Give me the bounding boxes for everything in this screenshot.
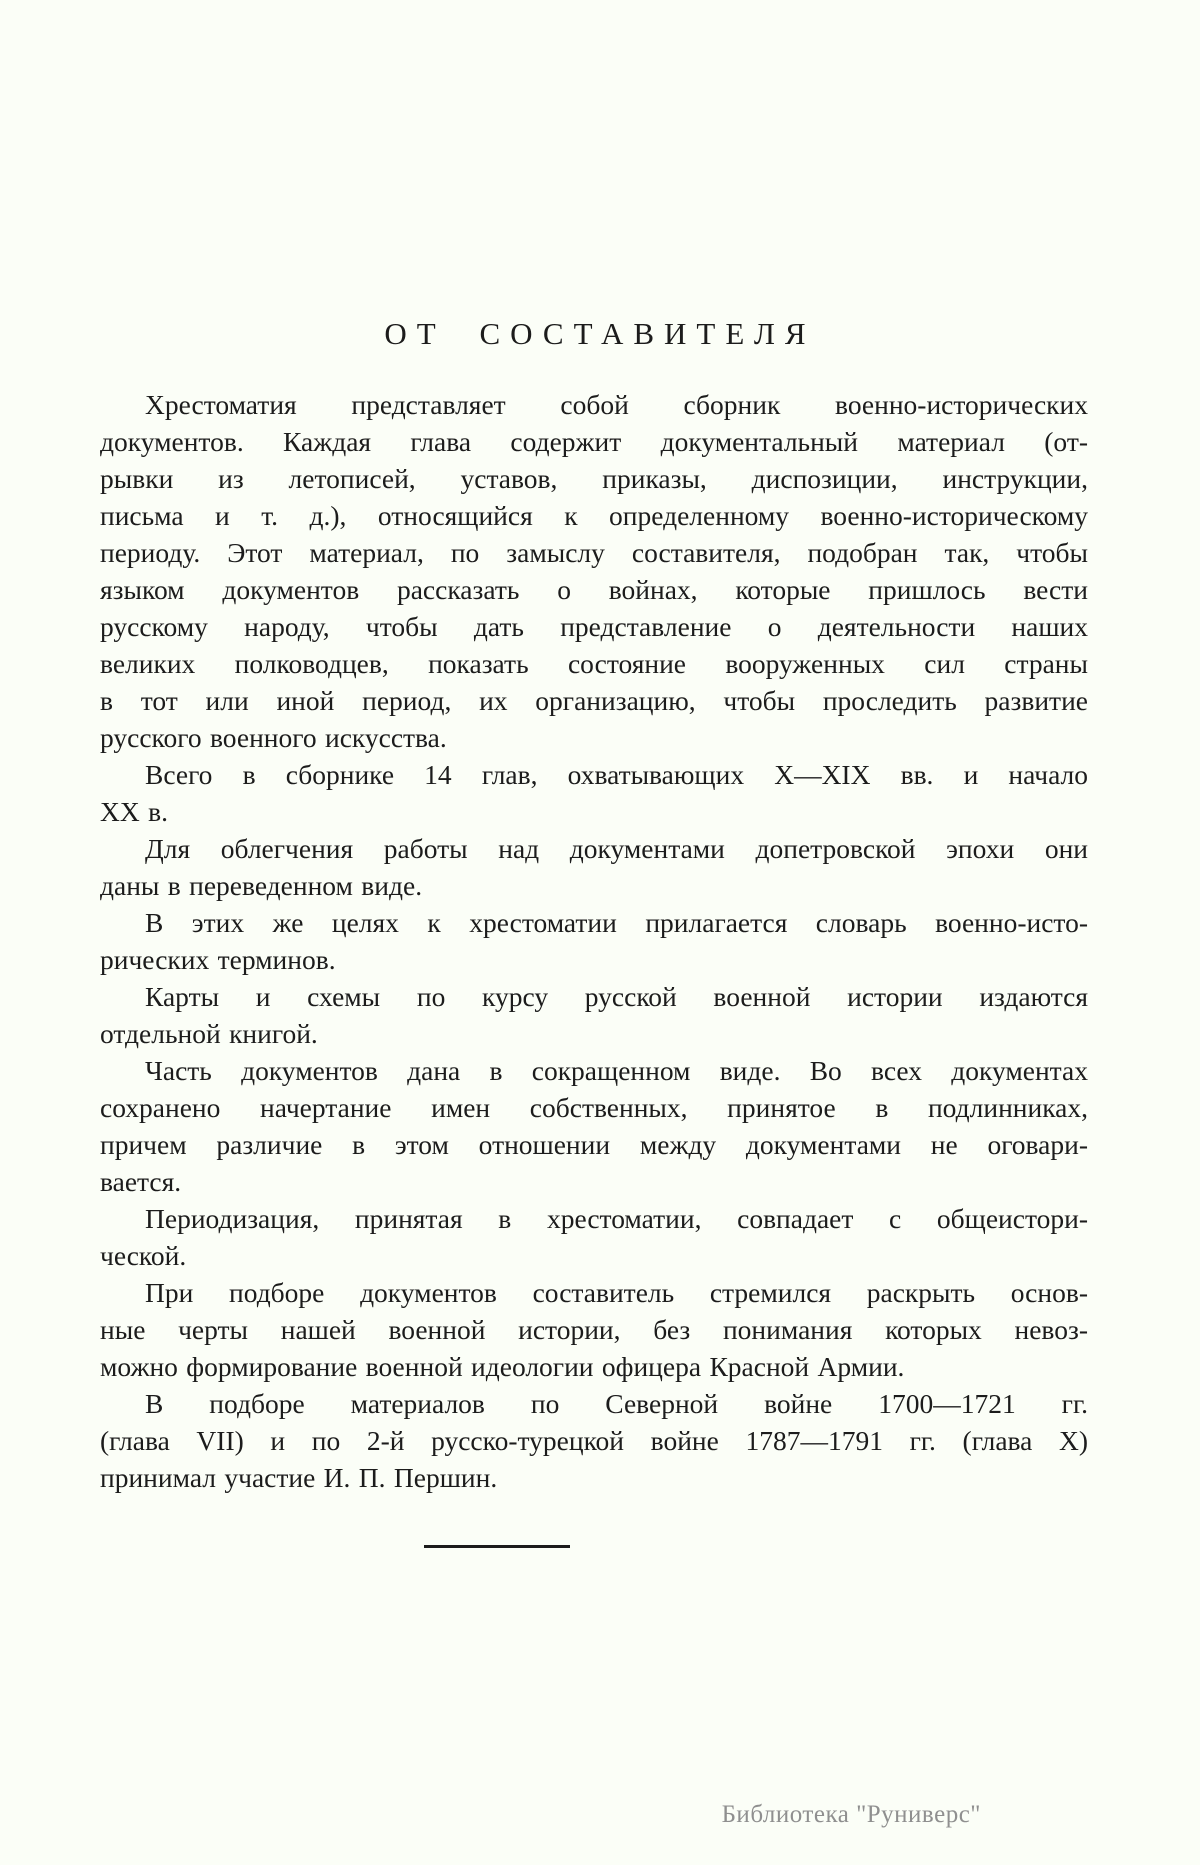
text-line: В этих же целях к хрестоматии прилагается словарь военно-исто- bbox=[145, 907, 1088, 938]
text-line: В подборе материалов по Северной войне 1700—1721 гг. bbox=[145, 1388, 1088, 1419]
body-text bbox=[100, 386, 1088, 1496]
text-line: сохранено начертание имен собственных, принятое в подлинниках, bbox=[100, 1092, 1088, 1123]
text-line: ческой. bbox=[100, 1240, 187, 1271]
text-line: великих полководцев, показать состояние вооруженных сил страны bbox=[100, 648, 1088, 679]
library-watermark: Библиотека "Руниверс" bbox=[721, 1801, 981, 1828]
text-line: рических терминов. bbox=[100, 944, 336, 975]
text-line: русскому народу, чтобы дать представление о деятельности наших bbox=[100, 611, 1088, 642]
text-line: документов. Каждая глава содержит документальный материал (от- bbox=[100, 426, 1088, 457]
text-line: можно формирование военной идеологии офицера Красной Армии. bbox=[100, 1351, 905, 1382]
text-line: даны в переведенном виде. bbox=[100, 870, 423, 901]
text-line: языком документов рассказать о войнах, которые пришлось вести bbox=[100, 574, 1088, 605]
text-line: Часть документов дана в сокращенном виде. Во всех документах bbox=[145, 1055, 1088, 1086]
text-line: периоду. Этот материал, по замыслу составителя, подобран так, чтобы bbox=[100, 537, 1088, 568]
paragraph bbox=[100, 904, 1088, 978]
text-line: Карты и схемы по курсу русской военной истории издаются bbox=[145, 981, 1088, 1012]
text-line: рывки из летописей, уставов, приказы, диспозиции, инструкции, bbox=[100, 463, 1088, 494]
paragraph bbox=[100, 386, 1088, 756]
paragraph bbox=[100, 1052, 1088, 1200]
text-line: письма и т. д.), относящийся к определенному военно-историческому bbox=[100, 500, 1088, 531]
text-line: Хрестоматия представляет собой сборник военно-исторических bbox=[145, 389, 1088, 420]
paragraph bbox=[100, 1200, 1088, 1274]
text-line: вается. bbox=[100, 1166, 182, 1197]
text-line: Периодизация, принятая в хрестоматии, совпадает с общеистори- bbox=[145, 1203, 1088, 1234]
text-line: ные черты нашей военной истории, без понимания которых невоз- bbox=[100, 1314, 1088, 1345]
page-title: ОТ СОСТАВИТЕЛЯ bbox=[384, 316, 816, 351]
text-line: в тот или иной период, их организацию, чтобы проследить развитие bbox=[100, 685, 1088, 716]
text-line: Для облегчения работы над документами допетровской эпохи они bbox=[145, 833, 1088, 864]
text-line: При подборе документов составитель стремился раскрыть основ- bbox=[145, 1277, 1088, 1308]
text-line: XX в. bbox=[100, 796, 168, 827]
text-line: Всего в сборнике 14 глав, охватывающих X—XIX вв. и начало bbox=[145, 759, 1088, 790]
text-line: (глава VII) и по 2-й русско-турецкой войне 1787—1791 гг. (глава X) bbox=[100, 1425, 1088, 1456]
text-line: принимал участие И. П. Першин. bbox=[100, 1462, 498, 1493]
paragraph bbox=[100, 1385, 1088, 1496]
paragraph bbox=[100, 830, 1088, 904]
text-line: русского военного искусства. bbox=[100, 722, 447, 753]
paragraph bbox=[100, 1274, 1088, 1385]
section-divider bbox=[424, 1545, 570, 1548]
paragraph bbox=[100, 978, 1088, 1052]
text-line: отдельной книгой. bbox=[100, 1018, 318, 1049]
text-line: причем различие в этом отношении между документами не оговари- bbox=[100, 1129, 1088, 1160]
paragraph bbox=[100, 756, 1088, 830]
